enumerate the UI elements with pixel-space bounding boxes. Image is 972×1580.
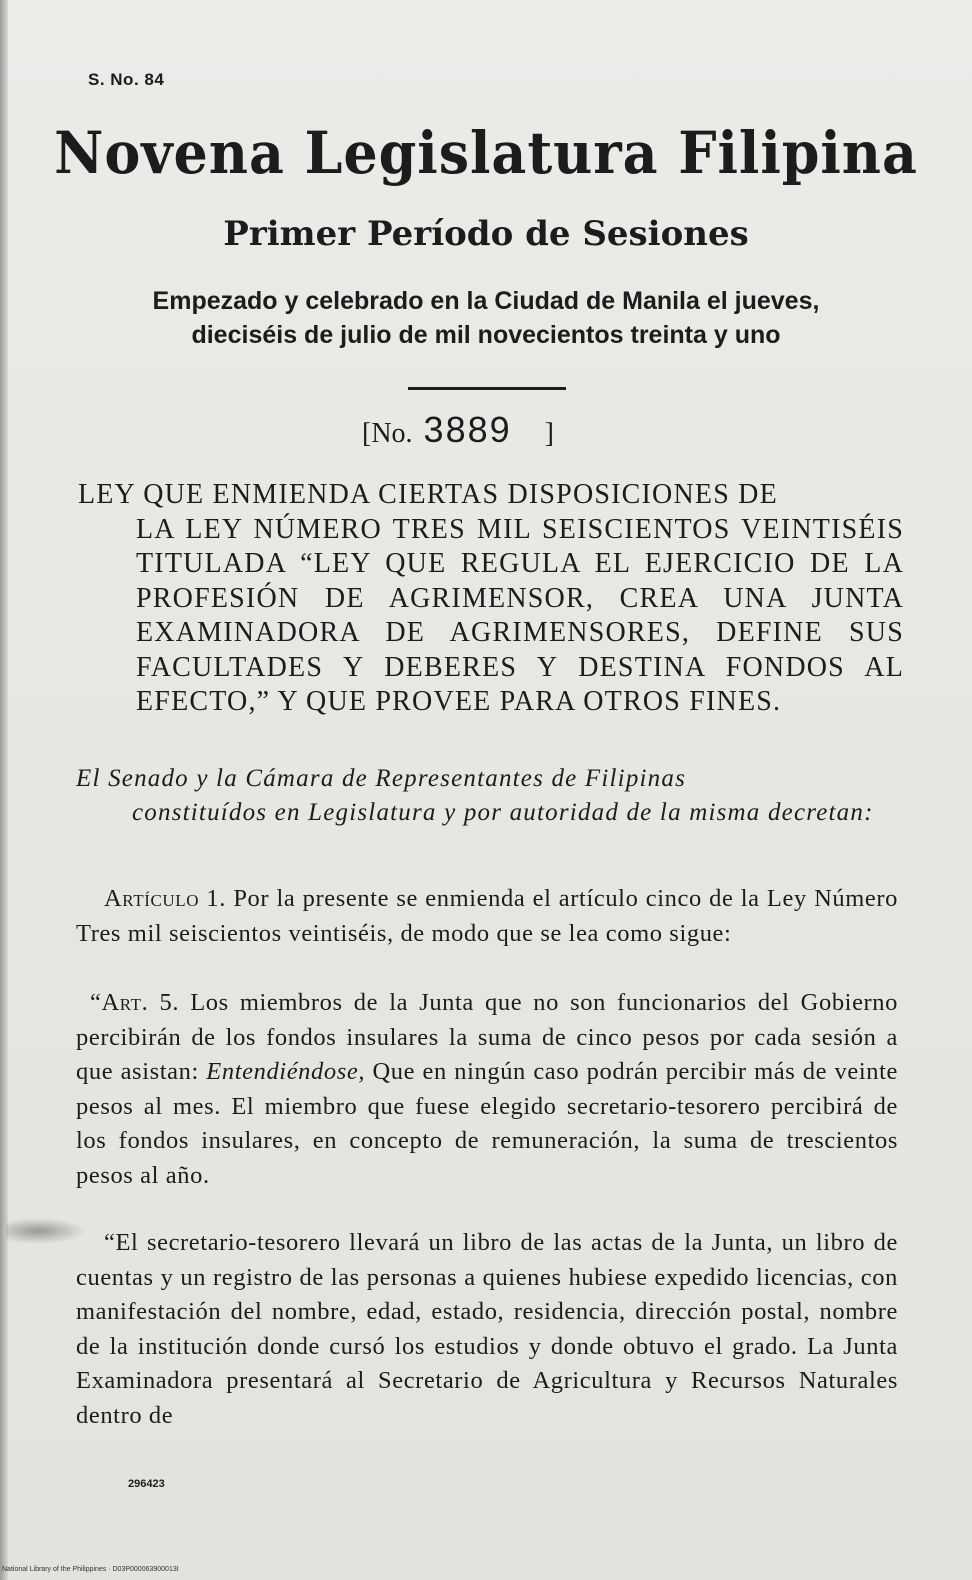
article-5-text-b: Que en ningún caso podrán percibir más de veinte pesos al mes. El miembro que fuese elegido secretario-tesorero percibirá de los fondos insulares, en concepto de remuneración, la suma de trescientos pesos al año. bbox=[76, 1058, 898, 1189]
secretary-treasurer-paragraph: “El secretario-tesorero llevará un libro de las actas de la Junta, un libro de cuentas y un registro de las personas a quienes hubiese expedido licencias, con manifestación del nombre, edad, estado, residencia, dirección postal, nombre de la institución donde cursó los estudios y donde obtuvo el grado. La Junta Examinadora presentará al Secretario de Agricultura y Recursos Naturales dentro de bbox=[76, 1229, 898, 1429]
article-5-heading: “Art. 5. bbox=[90, 989, 180, 1016]
intro-line-2: dieciséis de julio de mil novecientos treinta y uno bbox=[191, 321, 781, 349]
act-number: 3889 bbox=[423, 409, 512, 450]
act-title-first-line: LEY QUE ENMIENDA CIERTAS DISPOSICIONES DE bbox=[78, 479, 778, 510]
article-1-heading: Artículo 1. bbox=[104, 885, 227, 912]
bill-number: S. No. 84 bbox=[88, 70, 165, 89]
library-credit: National Library of the Philippines · D03P000063900013I bbox=[2, 1566, 179, 1573]
act-title bbox=[78, 478, 904, 720]
session-intro bbox=[0, 284, 972, 352]
print-code: 296423 bbox=[128, 1478, 165, 1490]
document-title: Novena Legislatura Filipina bbox=[54, 119, 918, 187]
session-subtitle: Primer Período de Sesiones bbox=[223, 214, 749, 254]
act-number-close: ] bbox=[544, 418, 554, 449]
enacting-clause-first: El Senado y la Cámara de Representantes de Filipinas bbox=[76, 765, 686, 792]
divider-rule bbox=[408, 387, 566, 390]
ink-smudge bbox=[6, 1218, 86, 1244]
article-5-proviso: Entendiéndose, bbox=[206, 1058, 366, 1085]
article-1-text: Por la presente se enmienda el artículo cinco de la Ley Número Tres mil seiscientos veintiséis, de modo que se lea como sigue: bbox=[76, 885, 898, 947]
article-5-text-a: Los miembros de la Junta que no son funcionarios del Gobierno percibirán de los fondos insulares la suma de cinco pesos por cada sesión a que asistan: bbox=[76, 989, 899, 1085]
article-1-paragraph bbox=[76, 882, 898, 951]
intro-line-1: Empezado y celebrado en la Ciudad de Manila el jueves, bbox=[152, 287, 820, 315]
act-title-rest: LA LEY NÚMERO TRES MIL SEISCIENTOS VEINTISÉIS TITULADA “LEY QUE REGULA EL EJERCICIO DE LA PROFESIÓN DE AGRIMENSOR, CREA UNA JUNTA EXAMINADORA DE AGRIMENSORES, DEFINE SUS FACULTADES Y DEBERES Y DESTINA FONDOS AL EFECTO,” Y QUE PROVEE PARA OTROS FINES. bbox=[136, 513, 904, 717]
act-number-open: [No. bbox=[362, 418, 413, 449]
article-5-paragraph bbox=[76, 986, 898, 1193]
enacting-clause-rest: constituídos en Legislatura y por autoridad de la misma decretan: bbox=[132, 799, 874, 826]
enacting-clause bbox=[76, 762, 904, 830]
act-number-line bbox=[362, 410, 554, 454]
